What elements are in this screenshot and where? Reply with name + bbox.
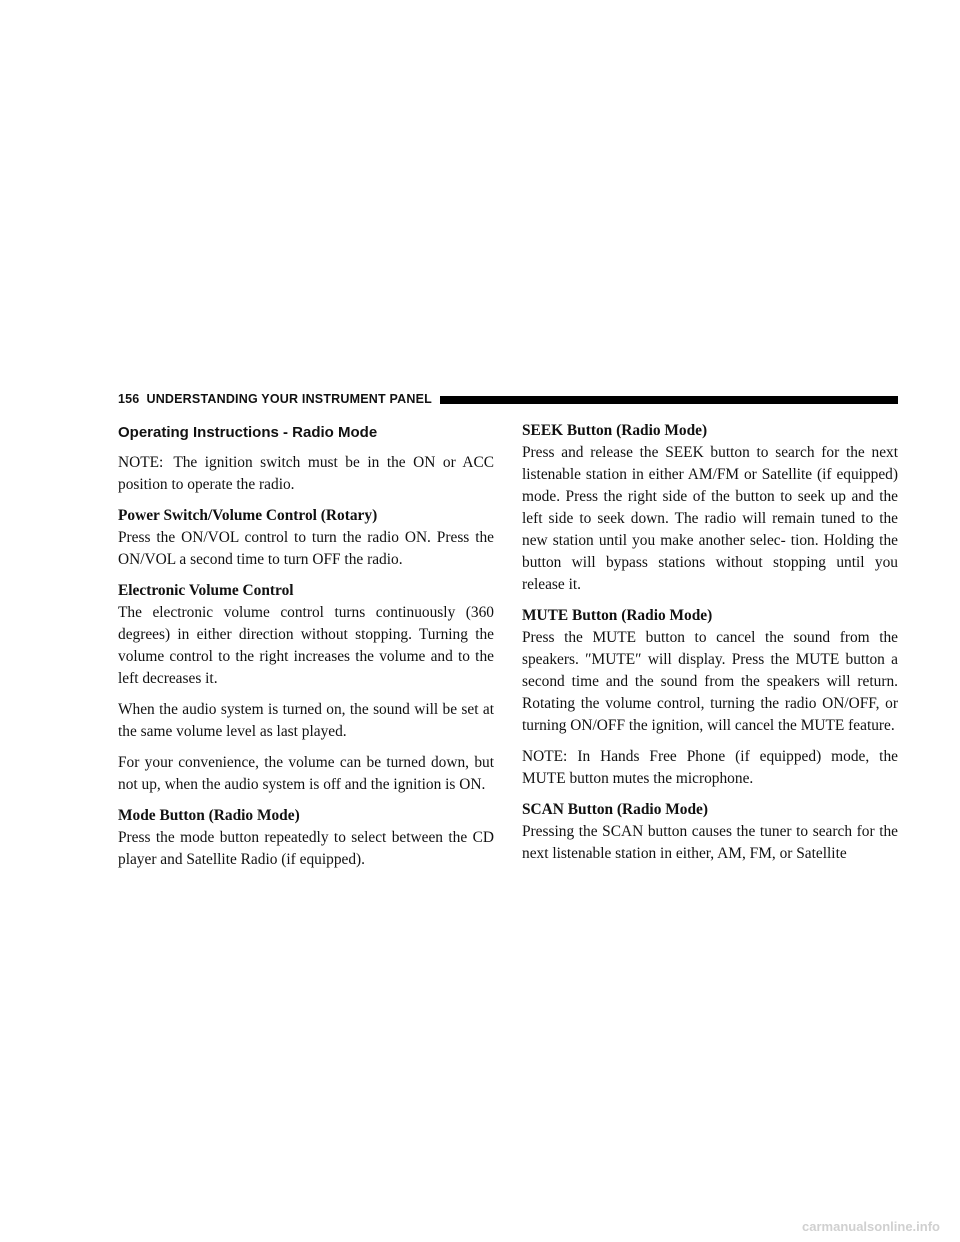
note-text: The ignition switch must be in the ON or ACC position to operate the radio. bbox=[118, 454, 494, 493]
chapter-title: UNDERSTANDING YOUR INSTRUMENT PANEL bbox=[146, 392, 432, 406]
left-column bbox=[118, 420, 494, 880]
electronic-volume-text: The electronic volume control turns continuously (360 degrees) in either direction without stopping. Turning the volume control to the right increases the volume and to the left decreases it. bbox=[118, 604, 494, 687]
seek-button-block bbox=[522, 420, 898, 596]
audio-on-paragraph: When the audio system is turned on, the sound will be set at the same volume level as last played. bbox=[118, 701, 494, 740]
mute-button-block bbox=[522, 605, 898, 737]
scan-button-block bbox=[522, 799, 898, 865]
power-switch-heading: Power Switch/Volume Control (Rotary) bbox=[118, 507, 378, 524]
note-text: In Hands Free Phone (if equipped) mode, the MUTE button mutes the microphone. bbox=[522, 748, 898, 787]
header-rule bbox=[440, 396, 898, 404]
watermark: carmanualsonline.info bbox=[802, 1219, 940, 1234]
scan-button-text: Pressing the SCAN button causes the tuner to search for the next listenable station in either, AM, FM, or Satellite bbox=[522, 823, 898, 862]
power-switch-block bbox=[118, 505, 494, 571]
note-label: NOTE: bbox=[118, 454, 164, 471]
electronic-volume-block bbox=[118, 580, 494, 690]
mute-button-text: Press the MUTE button to cancel the sound from the speakers. ″MUTE″ will display. Press the MUTE button a second time and the sound from the speakers will return. Rotating the volume control, turning the radio ON/OFF, or turning ON/OFF the ignition, will cancel the MUTE feature. bbox=[522, 629, 898, 734]
note-hands-free bbox=[522, 746, 898, 790]
note-label: NOTE: bbox=[522, 748, 568, 765]
mute-button-heading: MUTE Button (Radio Mode) bbox=[522, 607, 713, 624]
section-title: Operating Instructions - Radio Mode bbox=[118, 424, 378, 441]
seek-button-text: Press and release the SEEK button to search for the next listenable station in either AM/FM or Satellite (if equipped) mode. Press the right side of the button to seek up and the left side to seek down. The radio will remain tuned to the new station until you make another selec- tion. Holding the button will bypass stations without stopping until you release it. bbox=[522, 444, 898, 593]
page-number: 156 bbox=[118, 392, 140, 406]
mode-button-heading: Mode Button (Radio Mode) bbox=[118, 807, 300, 824]
note-ignition bbox=[118, 452, 494, 496]
mode-button-block bbox=[118, 805, 494, 871]
seek-button-heading: SEEK Button (Radio Mode) bbox=[522, 422, 708, 439]
right-column bbox=[522, 420, 898, 874]
page-header bbox=[118, 389, 898, 409]
scan-button-heading: SCAN Button (Radio Mode) bbox=[522, 801, 708, 818]
convenience-paragraph: For your convenience, the volume can be turned down, but not up, when the audio system is off and the ignition is ON. bbox=[118, 754, 494, 793]
power-switch-text: Press the ON/VOL control to turn the radio ON. Press the ON/VOL a second time to turn OFF the radio. bbox=[118, 529, 494, 568]
mode-button-text: Press the mode button repeatedly to select between the CD player and Satellite Radio (if equipped). bbox=[118, 829, 494, 868]
electronic-volume-heading: Electronic Volume Control bbox=[118, 582, 294, 599]
